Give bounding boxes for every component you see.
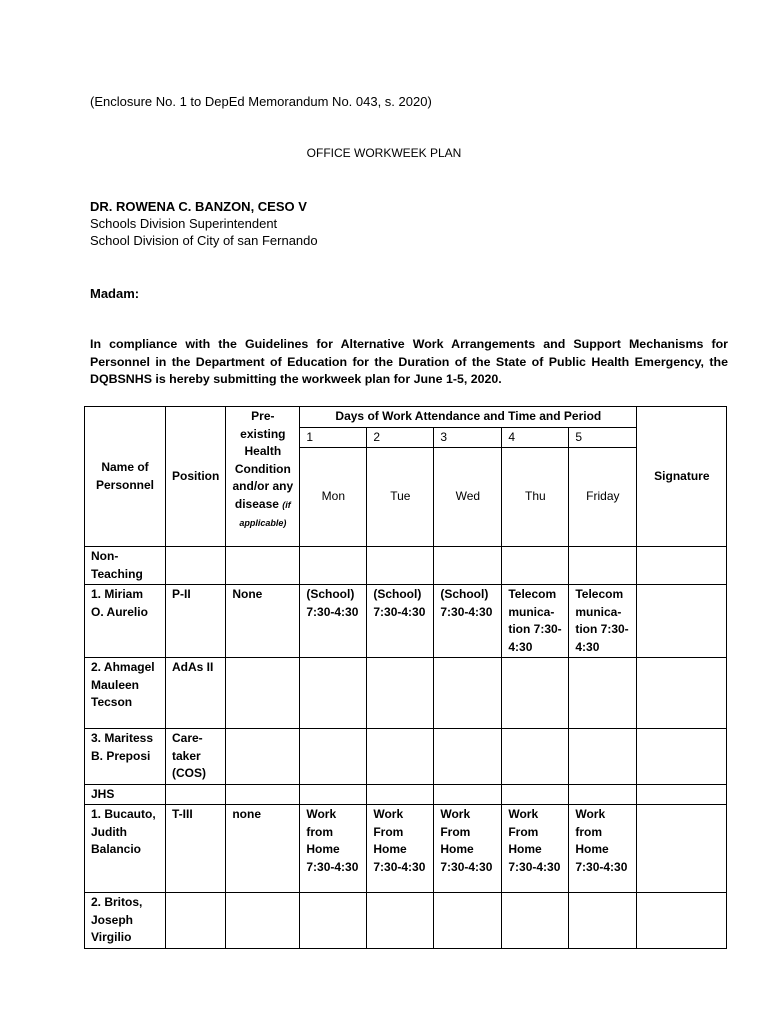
day-schedule-cell xyxy=(367,658,434,729)
table-row xyxy=(85,547,727,585)
personnel-name-cell: 2. Ahmagel Mauleen Tecson xyxy=(85,658,166,729)
header-day-number: 5 xyxy=(569,427,637,448)
health-condition-cell xyxy=(226,729,300,785)
header-day-number: 3 xyxy=(434,427,502,448)
signature-cell[interactable] xyxy=(637,658,727,729)
header-health-condition xyxy=(226,407,300,547)
day-schedule-cell: (School) 7:30-4:30 xyxy=(367,585,434,658)
day-schedule-cell xyxy=(367,729,434,785)
header-day-number: 2 xyxy=(367,427,434,448)
position-cell: Care-taker (COS) xyxy=(166,729,226,785)
day-schedule-cell xyxy=(434,784,502,805)
position-cell: T-III xyxy=(166,805,226,893)
day-schedule-cell: Work From Home 7:30-4:30 xyxy=(367,805,434,893)
header-day-name: Tue xyxy=(367,448,434,547)
signature-cell[interactable] xyxy=(637,585,727,658)
day-schedule-cell: Work from Home 7:30-4:30 xyxy=(300,805,367,893)
position-cell xyxy=(166,784,226,805)
personnel-name-cell: 1. Miriam O. Aurelio xyxy=(85,585,166,658)
day-schedule-cell: Telecom munica-tion 7:30-4:30 xyxy=(502,585,569,658)
day-schedule-cell xyxy=(502,729,569,785)
day-schedule-cell xyxy=(434,658,502,729)
day-schedule-cell: Telecom munica-tion 7:30-4:30 xyxy=(569,585,637,658)
header-health-condition-label: Pre-existing Health Condition and/or any disease xyxy=(232,409,294,511)
day-schedule-cell xyxy=(569,729,637,785)
personnel-name-cell: 2. Britos, Joseph Virgilio xyxy=(85,893,166,949)
document-title: OFFICE WORKWEEK PLAN xyxy=(306,146,462,160)
day-schedule-cell: Work from Home 7:30-4:30 xyxy=(569,805,637,893)
day-schedule-cell: (School) 7:30-4:30 xyxy=(300,585,367,658)
day-schedule-cell xyxy=(367,784,434,805)
header-signature: Signature xyxy=(637,407,727,547)
day-schedule-cell xyxy=(569,547,637,585)
signature-cell[interactable] xyxy=(637,729,727,785)
personnel-name-cell: 3. Maritess B. Preposi xyxy=(85,729,166,785)
header-name-of-personnel: Name of Personnel xyxy=(85,407,166,547)
body-paragraph: In compliance with the Guidelines for Alternative Work Arrangements and Support Mechanisms for Personnel in the Department of Education for the Duration of the State of Public Health Emergency, the DQBSNHS is hereby submitting the workweek plan for June 1-5, 2020. xyxy=(90,337,728,386)
personnel-name-cell: JHS xyxy=(85,784,166,805)
day-schedule-cell: Work From Home 7:30-4:30 xyxy=(502,805,569,893)
table-row xyxy=(85,729,727,785)
day-schedule-cell xyxy=(502,547,569,585)
addressee-office: School Division of City of san Fernando xyxy=(90,233,318,248)
day-schedule-cell xyxy=(434,893,502,949)
header-day-number: 1 xyxy=(300,427,367,448)
health-condition-cell xyxy=(226,547,300,585)
health-condition-cell: None xyxy=(226,585,300,658)
day-schedule-cell xyxy=(300,729,367,785)
day-schedule-cell xyxy=(300,893,367,949)
health-condition-cell xyxy=(226,893,300,949)
day-schedule-cell xyxy=(569,893,637,949)
salutation: Madam: xyxy=(90,286,140,301)
position-cell xyxy=(166,893,226,949)
header-days-group: Days of Work Attendance and Time and Period xyxy=(300,407,637,428)
table-row xyxy=(85,784,727,805)
header-day-name: Mon xyxy=(300,448,367,547)
table-row xyxy=(85,805,727,893)
day-schedule-cell xyxy=(502,893,569,949)
health-condition-cell xyxy=(226,658,300,729)
header-day-name: Friday xyxy=(569,448,637,547)
day-schedule-cell xyxy=(367,893,434,949)
health-condition-cell xyxy=(226,784,300,805)
day-schedule-cell: Work From Home 7:30-4:30 xyxy=(434,805,502,893)
personnel-name-cell: 1. Bucauto, Judith Balancio xyxy=(85,805,166,893)
signature-cell[interactable] xyxy=(637,547,727,585)
day-schedule-cell xyxy=(300,658,367,729)
day-schedule-cell: (School) 7:30-4:30 xyxy=(434,585,502,658)
enclosure-reference: (Enclosure No. 1 to DepEd Memorandum No. 043, s. 2020) xyxy=(90,94,432,109)
health-condition-cell: none xyxy=(226,805,300,893)
signature-cell[interactable] xyxy=(637,805,727,893)
day-schedule-cell xyxy=(300,547,367,585)
addressee-name: DR. ROWENA C. BANZON, CESO V xyxy=(90,199,307,214)
day-schedule-cell xyxy=(502,658,569,729)
table-row xyxy=(85,893,727,949)
header-position: Position xyxy=(166,407,226,547)
signature-cell[interactable] xyxy=(637,893,727,949)
addressee-block xyxy=(90,198,318,249)
header-day-number: 4 xyxy=(502,427,569,448)
header-day-name: Wed xyxy=(434,448,502,547)
position-cell: AdAs II xyxy=(166,658,226,729)
signature-cell[interactable] xyxy=(637,784,727,805)
day-schedule-cell xyxy=(434,729,502,785)
day-schedule-cell xyxy=(300,784,367,805)
day-schedule-cell xyxy=(569,784,637,805)
addressee-position: Schools Division Superintendent xyxy=(90,216,278,231)
day-schedule-cell xyxy=(367,547,434,585)
header-day-name: Thu xyxy=(502,448,569,547)
workweek-plan-table xyxy=(84,406,727,949)
header-health-condition-note: (if applicable) xyxy=(239,499,291,528)
table-row xyxy=(85,585,727,658)
day-schedule-cell xyxy=(569,658,637,729)
day-schedule-cell xyxy=(502,784,569,805)
position-cell: P-II xyxy=(166,585,226,658)
personnel-name-cell: Non-Teaching xyxy=(85,547,166,585)
position-cell xyxy=(166,547,226,585)
day-schedule-cell xyxy=(434,547,502,585)
table-row xyxy=(85,658,727,729)
